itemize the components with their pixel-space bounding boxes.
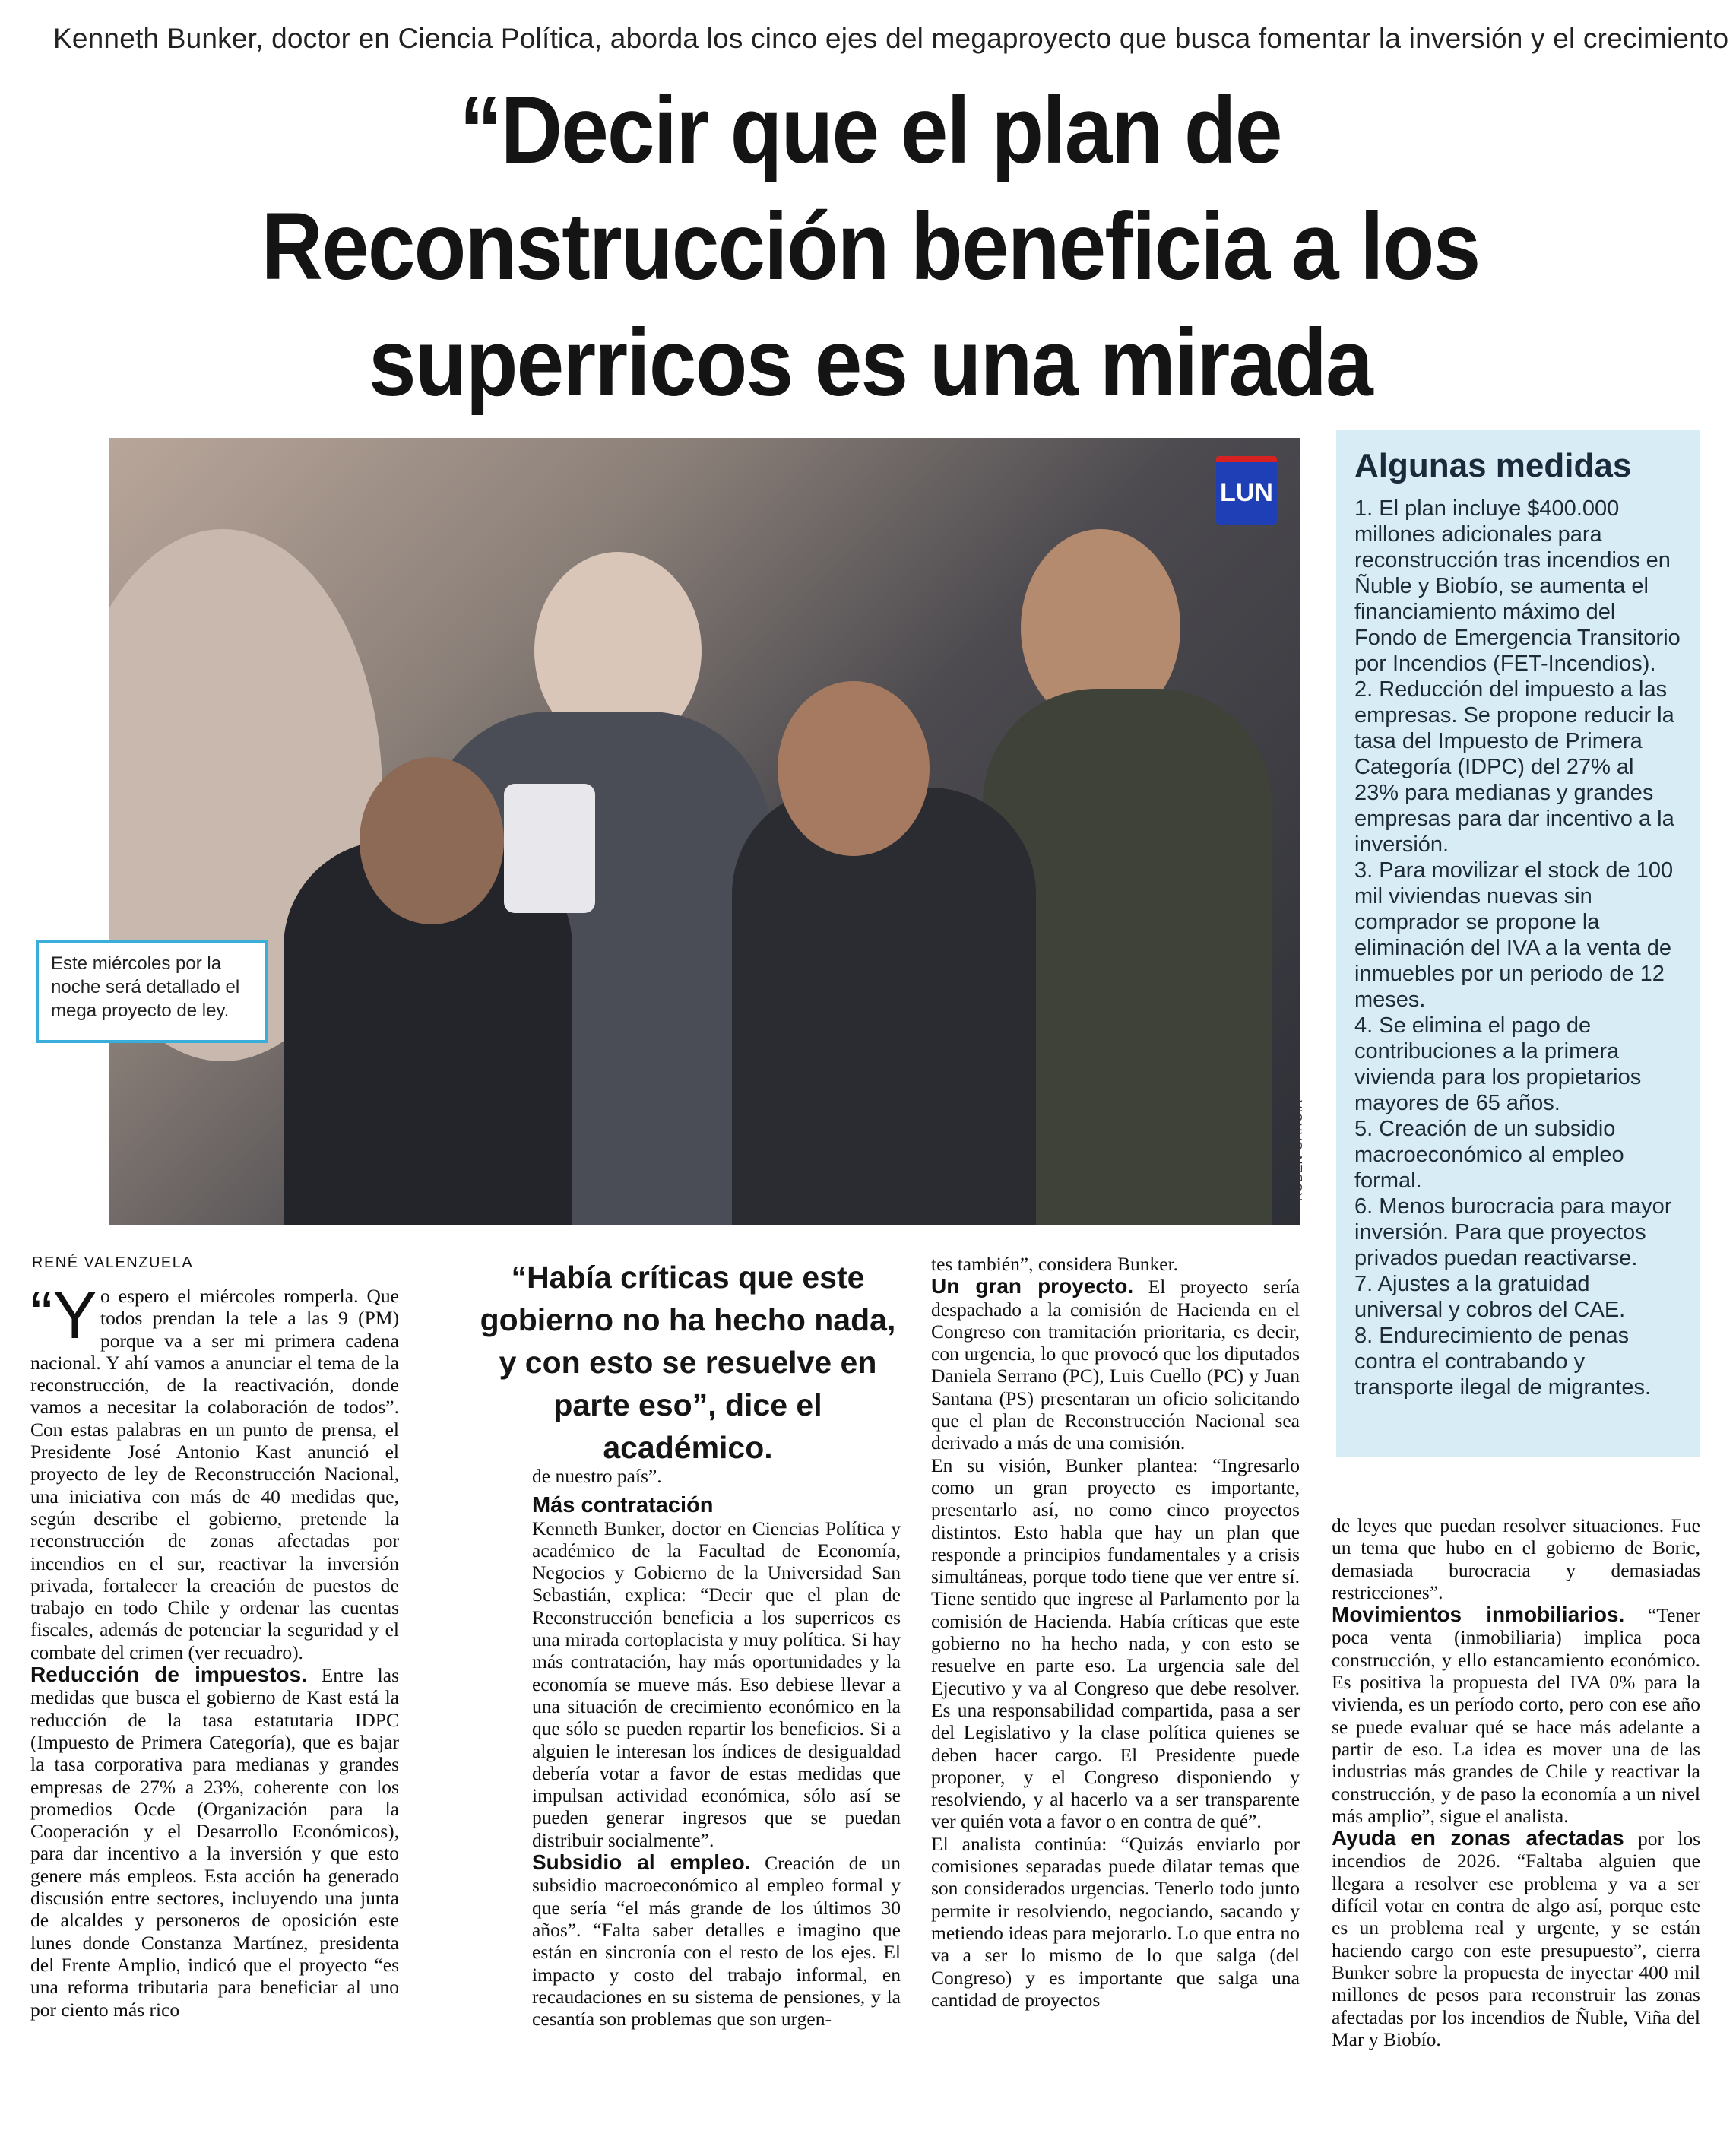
article-column-1 [30, 1277, 400, 2021]
subheading: Movimientos inmobiliarios. [1332, 1603, 1625, 1627]
sidebar-measures [1336, 430, 1700, 1457]
lun-logo: LUN [1216, 456, 1277, 525]
article-column-3 [931, 1253, 1300, 2011]
paragraph: de leyes que puedan resolver situaciones. Fue un tema que hubo en el gobierno de Boric, demasiada burocracia y demasiadas restricciones”. [1332, 1514, 1700, 1603]
sidebar-item: 3. Para movilizar el stock de 100 mil viviendas nuevas sin comprador se propone la eliminación del IVA a la venta de inmuebles por un periodo de 12 meses. [1354, 858, 1674, 1012]
sidebar-list [1354, 496, 1681, 1400]
paragraph: Creación de un subsidio macroeconómico al empleo formal y que sería “el más grande de los últimos 30 años”. “Falta saber detalles e imagino que están en sincronía con el resto de los ejes. El impacto y costo del trabajo informal, en recaudaciones en su sistema de pensiones, y la cesantía son problemas que son urgen- [532, 1852, 901, 2031]
paragraph: por los incendios de 2026. “Faltaba alguien que llegara a resolver ese problema y va a ser difícil votar en contra de algo así, porque este es un problema real y urgente, y se están haciendo cargo con este presupuesto”, cierra Bunker sobre la propuesta de inyectar 400 mil millones de pesos para reconstruir las zonas afectadas por los incendios de Ñuble, Viña del Mar y Biobío. [1332, 1828, 1701, 2050]
subheading: Reducción de impuestos. [30, 1663, 307, 1687]
sidebar-title: Algunas medidas [1354, 447, 1632, 484]
subheading: Más contratación [532, 1493, 714, 1518]
news-photo [109, 438, 1300, 1225]
sidebar-item: 7. Ajustes a la gratuidad universal y cobros del CAE. [1354, 1272, 1626, 1322]
photo-credit: RUBÉN GARCÍA [1292, 1099, 1305, 1201]
headline: “Decir que el plan de Reconstrucción beneficia a los superricos es una mirada [261, 78, 1480, 416]
subheading: Ayuda en zonas afectadas [1332, 1826, 1624, 1850]
paragraph: tes también”, considera Bunker. [931, 1253, 1179, 1275]
article-column-2 [532, 1465, 901, 2030]
paragraph: o espero el miércoles romperla. Que todos prendan la tele a las 9 (PM) porque va a ser mi primera cadena nacional. Y ahí vamos a anunciar el tema de la reconstrucción, de la reactivación, donde vamos a necesitar la colaboración de todos”. Con estas palabras en un punto de prensa, el Presidente José Antonio Kast anunció el proyecto de ley de Reconstrucción Nacional, una iniciativa con más de 40 medidas que, según describe el gobierno, pretende la reconstrucción de zonas afectadas por incendios en el sur, reactivar la inversión privada, fortalecer la creación de puestos de trabajo en todo Chile y ordenar las cuentas fiscales, además de potenciar la seguridad y el combate del crimen (ver recuadro). [30, 1285, 399, 1663]
photo-caption: Este miércoles por la noche será detallado el mega proyecto de ley. [36, 940, 268, 1043]
paragraph: “Tener poca venta (inmobiliaria) implica poca construcción, y ello estancamiento económico. Es positiva la propuesta del IVA 0% para la vivienda, es un período corto, pero con ese año se puede evaluar qué se hace más adelante a partir de eso. La idea es mover una de las industrias más grandes de Chile y reactivar la construcción, y de paso la economía a un nivel más amplio”, sigue el analista. [1332, 1604, 1700, 1827]
sidebar-item: 1. El plan incluye $400.000 millones adicionales para reconstrucción tras incendios en Ñuble y Biobío, se aumenta el financiamiento máximo del Fondo de Emergencia Transitorio por Incendios (FET-Incendios). [1354, 496, 1681, 676]
paragraph: En su visión, Bunker plantea: “Ingresarlo como un gran proyecto es importante, presentarlo así, no como cinco proyectos distintos. Esto habla que hay un plan que responde a principios fundamentales y a crisis simultáneas, porque todo tiene que ver entre sí. Tiene sentido que ingrese al Parlamento por la comisión de Hacienda. Había críticas que este gobierno no ha hecho nada, y con esto se resuelve en parte eso. La urgencia sale del Ejecutivo y va al Congreso que debe resolver. Es una responsabilidad compartida, pasa a ser del Legislativo y la clase política quienes se deben hacer cargo. El Presidente puede proponer, y el Congreso disponiendo y resolviendo, y al hacerlo va a ser transparente ver quién vota a favor o en contra de qué”. [931, 1454, 1300, 1833]
subheading: Un gran proyecto. [931, 1274, 1134, 1298]
sidebar-item: 2. Reducción del impuesto a las empresas. Se propone reducir la tasa del Impuesto de Primera Categoría (IDPC) del 27% al 23% para medianas y grandes empresas para dar incentivo a la inversión. [1354, 677, 1674, 857]
sidebar-item: 4. Se elimina el pago de contribuciones a la primera vivienda para los propietarios mayores de 65 años. [1354, 1013, 1642, 1115]
drop-cap: “Y [30, 1277, 97, 1352]
sidebar-item: 5. Creación de un subsidio macroeconómico al empleo formal. [1354, 1117, 1624, 1193]
paragraph: Kenneth Bunker, doctor en Ciencias Política y académico de la Facultad de Economía, Negocios y Gobierno de la Universidad San Sebastián, explica: “Decir que el plan de Reconstrucción beneficia a los superricos es una mirada cortoplacista y muy política. Si hay más contratación, hay más oportunidades y la economía se mueve más. Eso debiese llevar a una situación de crecimiento económico en la que sólo se pueden repartir los beneficios. Si a alguien le interesan los índices de desigualdad debería votar a favor de estas medidas que impulsan actividad económica, sólo así se pueden generar ingresos que se puedan distribuir socialmente”. [532, 1517, 901, 1851]
byline: RENÉ VALENZUELA [32, 1254, 194, 1271]
paragraph: El analista continúa: “Quizás enviarlo por comisiones separadas puede dilatar temas que son considerados urgencias. Tenerlo todo junto permite ir resolviendo, negociando, sacando y metiendo ideas para mejorarlo. Lo que entra no va a ser lo mismo de lo que salga (del Congreso) y es importante que salga una cantidad de proyectos [931, 1832, 1300, 2011]
paragraph: de nuestro país”. [532, 1465, 662, 1487]
subheading: Subsidio al empleo. [532, 1850, 751, 1875]
pull-quote: “Había críticas que este gobierno no ha hecho nada, y con esto se resuelve en parte eso”, dice el académico. [480, 1260, 896, 1465]
kicker: Kenneth Bunker, doctor en Ciencia Política, aborda los cinco ejes del megaproyecto que busca fomentar la inversión y el crecimiento [53, 23, 1729, 54]
article-column-4 [1332, 1514, 1700, 2050]
sidebar-item: 8. Endurecimiento de penas contra el contrabando y transporte ilegal de migrantes. [1354, 1324, 1652, 1400]
sidebar-item: 6. Menos burocracia para mayor inversión. Para que proyectos privados puedan reactivarse. [1354, 1194, 1672, 1270]
paragraph: El proyecto sería despachado a la comisión de Hacienda en el Congreso con tramitación prioritaria, es decir, con urgencia, lo que provocó que los diputados Daniela Serrano (PC), Luis Cuello (PC) y Juan Santana (PS) presentaran un oficio solicitando que el plan de Reconstrucción Nacional sea derivado a más de una comisión. [931, 1276, 1300, 1454]
paragraph: Entre las medidas que busca el gobierno de Kast está la reducción de la tasa estatutaria IDPC (Impuesto de Primera Categoría), que es bajar la tasa corporativa para medianas y grandes empresas de 27% a 23%, coherente con los promedios Ocde (Organización para la Cooperación y el Desarrollo Económicos), para dar incentivo a la inversión y que esto genere más empleos. Esta acción ha generado discusión entre sectores, incluyendo una junta de alcaldes y personeros de oposición este lunes donde Constanza Martínez, presidenta del Frente Amplio, indicó que el proyecto “es una reforma tributaria para beneficiar al uno por ciento más rico [30, 1664, 400, 2021]
